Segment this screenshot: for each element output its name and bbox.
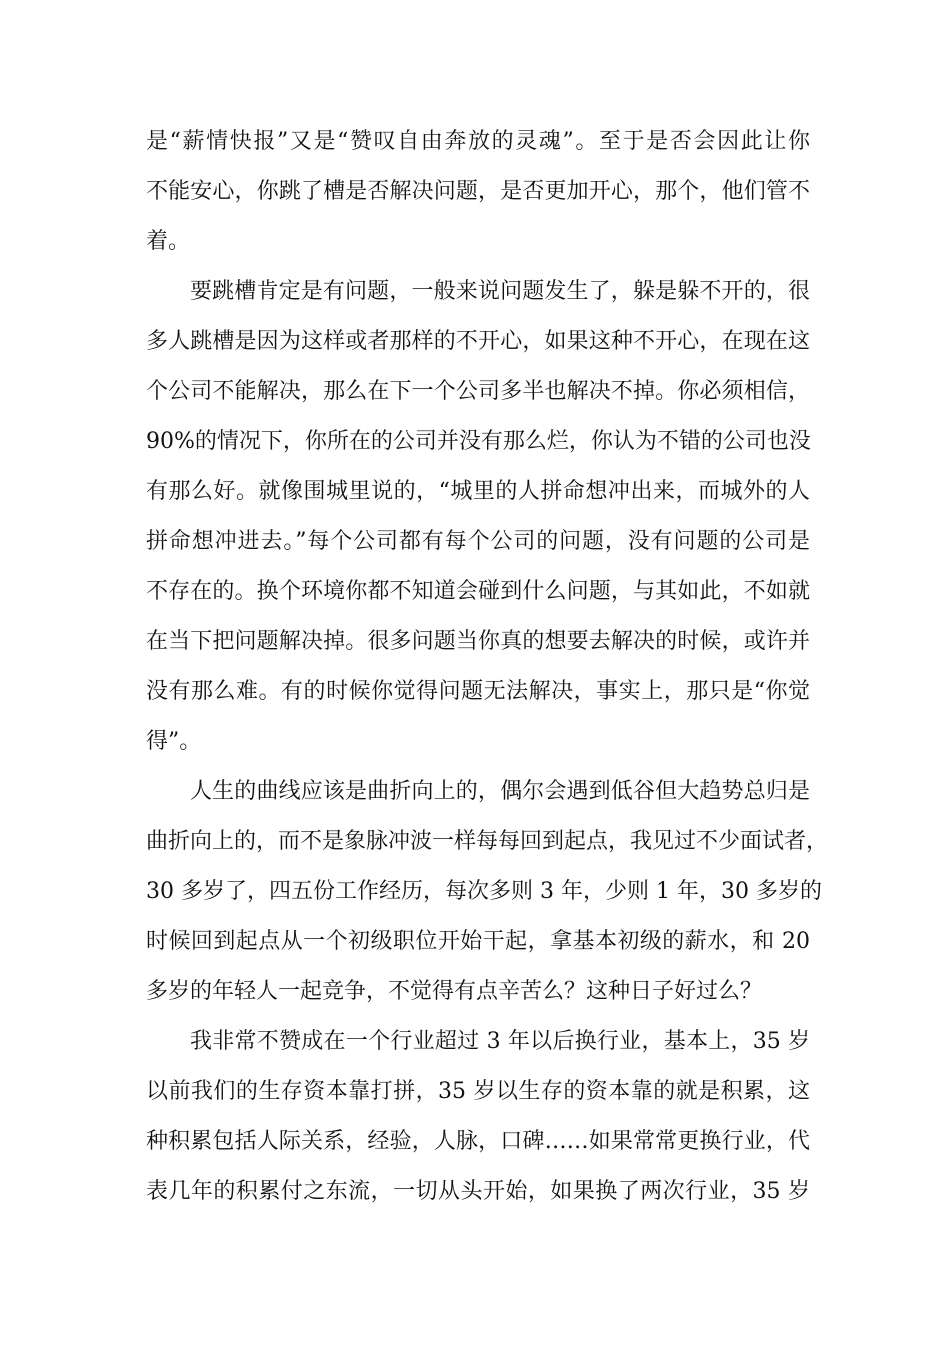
text-line: 有那么好。就像围城里说的，“城里的人拼命想冲出来，而城外的人: [146, 479, 810, 504]
text-line: 拼命想冲进去。”每个公司都有每个公司的问题，没有问题的公司是: [146, 529, 810, 554]
text-line: 时候回到起点从一个初级职位开始干起，拿基本初级的薪水，和 20: [146, 929, 810, 954]
text-line: 是“薪情快报”又是“赞叹自由奔放的灵魂”。至于是否会因此让你: [146, 129, 810, 154]
text-line: 曲折向上的，而不是象脉冲波一样每每回到起点，我见过不少面试者，: [146, 829, 829, 854]
text-line: 30 多岁了，四五份工作经历，每次多则 3 年，少则 1 年，30 多岁的: [146, 879, 822, 904]
text-line: 着。: [146, 229, 191, 254]
text-line: 以前我们的生存资本靠打拼，35 岁以生存的资本靠的就是积累，这: [146, 1079, 810, 1104]
paragraph-first-line: 我非常不赞成在一个行业超过 3 年以后换行业，基本上，35 岁: [190, 1029, 810, 1054]
text-line: 不能安心，你跳了槽是否解决问题，是否更加开心，那个，他们管不: [146, 179, 810, 204]
text-line: 个公司不能解决，那么在下一个公司多半也解决不掉。你必须相信，: [146, 379, 810, 404]
paragraph-first-line: 要跳槽肯定是有问题，一般来说问题发生了，躲是躲不开的，很: [190, 279, 810, 304]
text-line: 在当下把问题解决掉。很多问题当你真的想要去解决的时候，或许并: [146, 629, 810, 654]
text-line: 没有那么难。有的时候你觉得问题无法解决，事实上，那只是“你觉: [146, 679, 810, 704]
text-line: 得”。: [146, 729, 202, 754]
text-line: 种积累包括人际关系，经验，人脉，口碑……如果常常更换行业，代: [146, 1129, 810, 1154]
text-line: 不存在的。换个环境你都不知道会碰到什么问题，与其如此，不如就: [146, 579, 810, 604]
text-line: 90%的情况下，你所在的公司并没有那么烂，你认为不错的公司也没: [146, 429, 811, 454]
paragraph-first-line: 人生的曲线应该是曲折向上的，偶尔会遇到低谷但大趋势总归是: [190, 779, 810, 804]
text-line: 多岁的年轻人一起竞争，不觉得有点辛苦么？这种日子好过么？: [146, 979, 763, 1004]
text-line: 多人跳槽是因为这样或者那样的不开心，如果这种不开心，在现在这: [146, 329, 810, 354]
text-line: 表几年的积累付之东流，一切从头开始，如果换了两次行业，35 岁: [146, 1179, 810, 1204]
